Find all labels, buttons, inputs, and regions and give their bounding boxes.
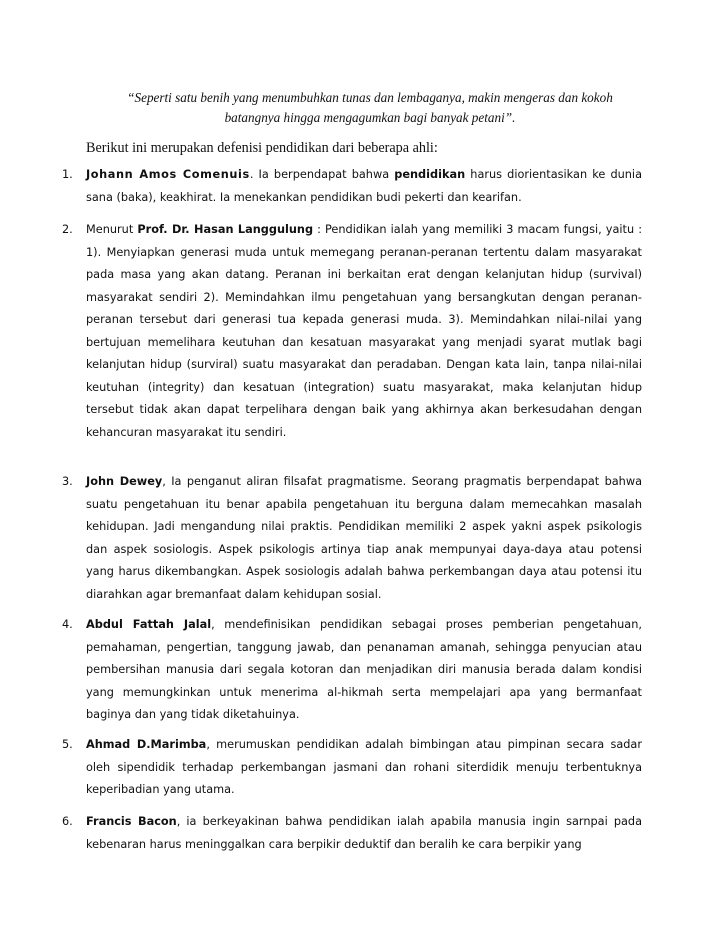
item-text	[86, 471, 642, 606]
item-text	[86, 811, 642, 856]
expert-name: Ahmad D.Marimba	[86, 738, 207, 751]
quote-line-1: “Seperti satu benih yang menumbuhkan tunas dan lembaganya, makin mengeras dan kokoh	[127, 90, 613, 105]
item-number: 1.	[62, 168, 73, 181]
expert-name: Johann Amos Comenuis	[86, 168, 250, 181]
item-number: 2.	[62, 223, 73, 236]
expert-name: Prof. Dr. Hasan Langgulung	[137, 223, 314, 236]
item-number: 5.	[62, 738, 73, 751]
intro-sentence: Berikut ini merupakan defenisi pendidikan dari beberapa ahli:	[86, 140, 438, 156]
expert-name: Abdul Fattah Jalal	[86, 618, 212, 631]
list-item-6	[62, 811, 642, 856]
item-number: 6.	[62, 815, 73, 828]
list-item-5	[62, 734, 642, 802]
expert-name: John Dewey	[86, 475, 163, 488]
item-text	[86, 219, 642, 444]
key-term: pendidikan	[394, 168, 466, 181]
item-text-part-a: , merumuskan pendidikan adalah bimbingan atau pimpinan secara sadar oleh sipendidik terhadap perkembangan jasmani dan rohani siterdidik menuju terbentuknya keperibadian yang utama.	[86, 738, 642, 796]
item-text-prefix: Menurut	[86, 223, 138, 236]
item-text	[86, 164, 642, 209]
list-item-4	[62, 614, 642, 727]
expert-name: Francis Bacon	[86, 815, 177, 828]
item-text-part-a: , ia berkeyakinan bahwa pendidikan ialah apabila manusia ingin sarnpai pada kebenaran harus meninggalkan cara berpikir deduktif dan beralih ke cara berpikir yang	[86, 815, 643, 851]
item-text-part-a: , mendefinisikan pendidikan sebagai proses pemberian pengetahuan, pemahaman, pengertian, tanggung jawab, dan penanaman amanah, sehingga penyucian atau pembersihan manusia dari segala kotoran dan menjadikan diri manusia berada dalam kondisi yang memungkinkan untuk menerima al-hikmah serta mempelajari apa yang bermanfaat baginya dan yang tidak diketahuinya.	[86, 618, 642, 721]
item-number: 4.	[62, 618, 73, 631]
item-text-part-a: , Ia penganut aliran filsafat pragmatisme. Seorang pragmatis berpendapat bahwa suatu pengetahuan itu benar apabila pengetahuan itu berguna dalam memecahkan masalah kehidupan. Jadi mengandung nilai praktis. Pendidikan memiliki 2 aspek yakni aspek psikologis dan aspek sosiologis. Aspek psikologis artinya tiap anak mempunyai daya-daya atau potensi yang harus dikembangkan. Aspek sosiologis adalah bahwa perkembangan daya atau potensi itu diarahkan agar bremanfaat dalam kehidupan sosial.	[86, 475, 642, 601]
list-item-1	[62, 164, 642, 209]
item-text-part-b: harus diorientasikan ke dunia sana (baka), keakhirat. Ia menekankan pendidikan budi pekerti dan kearifan.	[86, 168, 642, 204]
item-text	[86, 734, 642, 802]
list-item-2	[62, 219, 642, 444]
item-text	[86, 614, 642, 727]
item-number: 3.	[62, 475, 73, 488]
opening-quote	[90, 88, 650, 128]
item-text-part-a: : Pendidikan ialah yang memiliki 3 macam fungsi, yaitu : 1). Menyiapkan generasi muda untuk memegang peranan-peranan tertentu dalam masyarakat pada masa yang akan datang. Peranan ini berkaitan erat dengan kelanjutan hidup (survival) masyarakat sendiri 2). Memindahkan ilmu pengetahuan yang bersangkutan dengan peranan-peranan tersebut dari generasi tua kepada generasi muda. 3). Memindahkan nilai-nilai yang bertujuan memelihara keutuhan dan kesatuan masyarakat yang menjadi syarat mutlak bagi kelanjutan hidup (surviral) suatu masyarakat dan peradaban. Dengan kata lain, tanpa nilai-nilai keutuhan (integrity) dan kesatuan (integration) suatu masyarakat, maka kelanjutan hidup tersebut tidak akan dapat terpelihara dengan baik yang akhirnya akan berkesudahan dengan kehancuran masyarakat itu sendiri.	[86, 223, 643, 439]
list-item-3	[62, 471, 642, 606]
item-text-part-a: . Ia berpendapat bahwa	[249, 168, 395, 181]
quote-line-2: batangnya hingga mengagumkan bagi banyak petani”.	[224, 110, 516, 125]
